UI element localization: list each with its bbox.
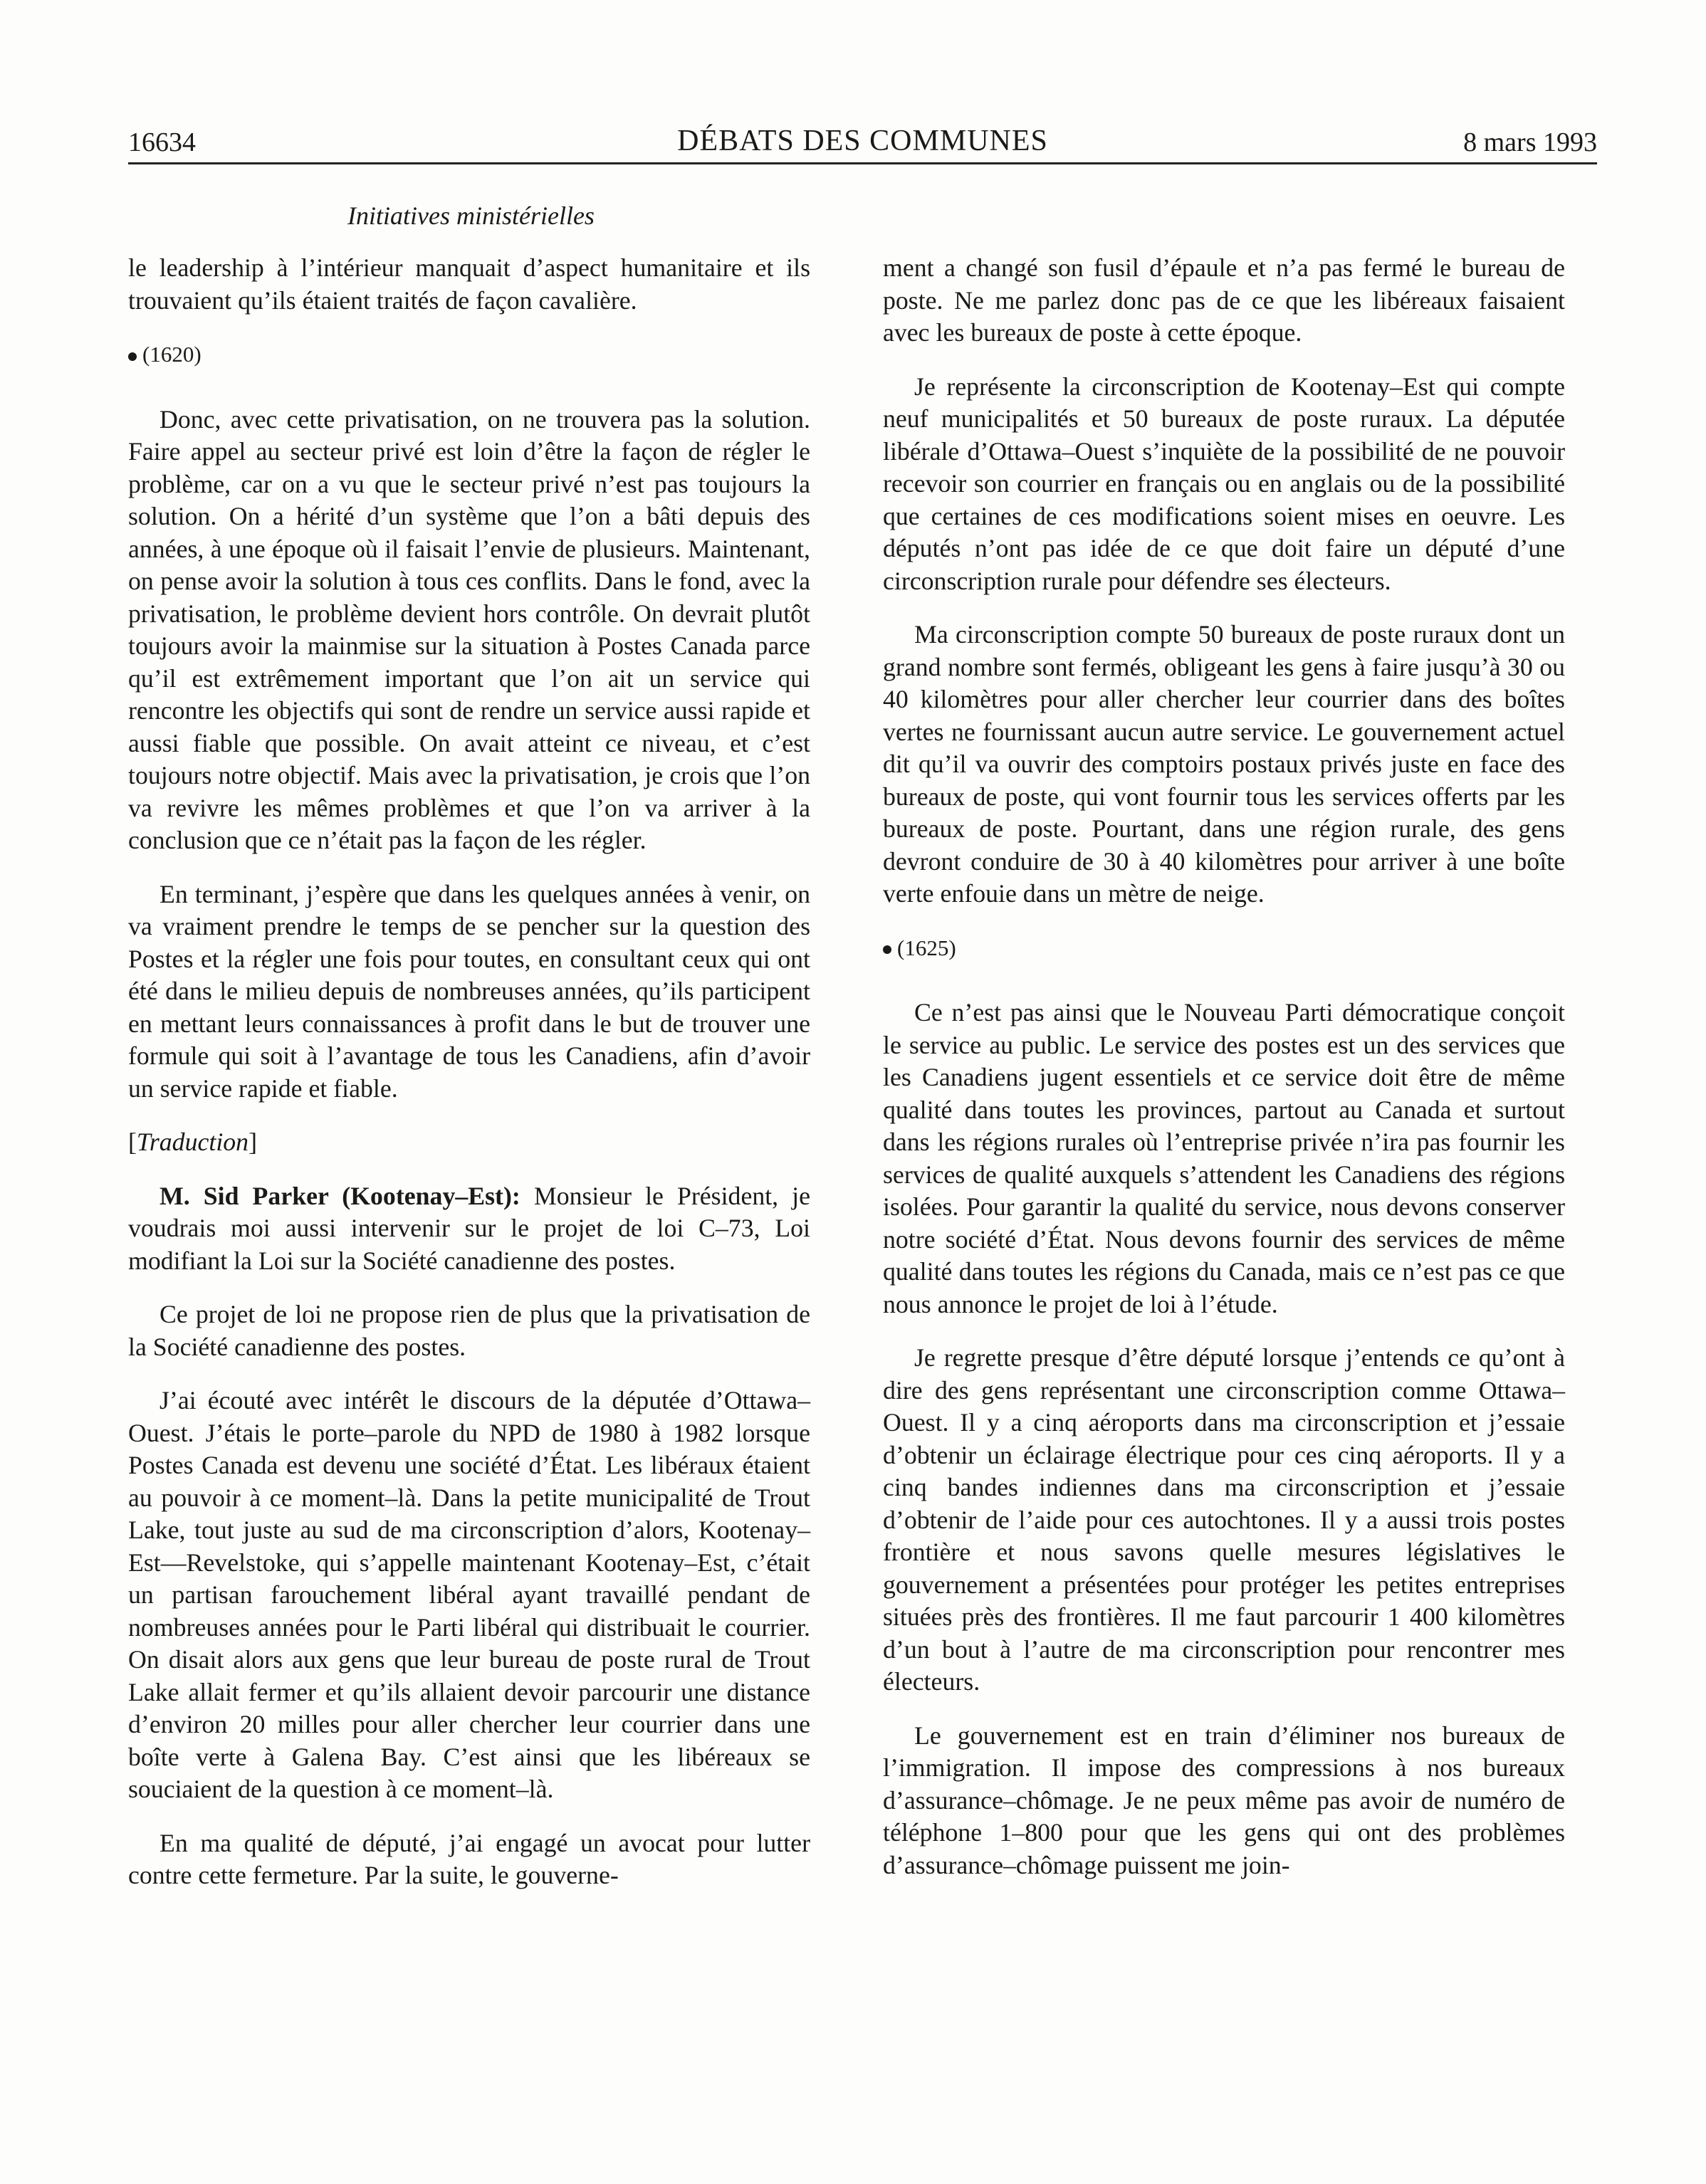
speaker-name: M. Sid Parker (Kootenay–Est): — [159, 1181, 520, 1210]
bullet-icon — [883, 945, 891, 954]
speaker-paragraph — [128, 1180, 810, 1278]
paragraph: En ma qualité de député, j’ai engagé un avocat pour lutter contre cette fermeture. Par la suite, le gouverne- — [128, 1828, 810, 1889]
time-stamp: (1625) — [897, 935, 956, 960]
right-column — [883, 252, 1565, 1903]
paragraph: Ce n’est pas ainsi que le Nouveau Parti démocratique conçoit le service au public. Le service des postes est un des services que les Canadiens jugent essentiels et ce service doit être de même qualité dans toutes les provinces, partout au Canada et surtout dans les régions rurales où l’entreprise privée n’ira pas fournir les services de qualité auxquels s’attendent les Canadiens des régions isolées. Pour garantir la qualité du service, nous devons conserver notre société d’État. Nous devons fournir des services de même qualité dans toutes les régions du Canada, mais ce n’est pas ce que nous annonce le projet de loi à l’étude. — [883, 998, 1565, 1318]
translation-label: Traduction — [136, 1128, 249, 1156]
header-date: 8 mars 1993 — [1463, 127, 1597, 157]
paragraph: Donc, avec cette privatisation, on ne trouvera pas la solution. Faire appel au secteur privé est loin d’être la façon de régler le problème, car on a vu que le secteur privé n’est pas toujours la solution. On a hérité d’un système que l’on a bâti depuis des années, à une époque où il faisait l’envie de plusieurs. Maintenant, on pense avoir la solution à tous ces conflits. Dans le fond, avec la privatisation, le problème devient hors contrôle. On devrait plutôt toujours avoir la mainmise sur la situation à Postes Canada parce qu’il est extrêmement important que l’on ait un service qui rencontre les objectifs qui sont de rendre un service aussi rapide et aussi fiable que possible. On avait atteint ce niveau, et c’est toujours notre objectif. Mais avec la privatisation, je crois que l’on va revivre les mêmes problèmes et que l’on va arriver à la conclusion que ce n’était pas la façon de les régler. — [128, 404, 810, 854]
journal-title: DÉBATS DES COMMUNES — [677, 125, 1048, 157]
paragraph: Ce projet de loi ne propose rien de plus que la privatisation de la Société canadienne des postes. — [128, 1300, 810, 1361]
speech-text: Monsieur le Président, je voudrais moi aussi intervenir sur le projet de loi C–73, Loi modifiant la Loi sur la Société canadienne des postes. — [128, 1181, 810, 1275]
section-label: Initiatives ministérielles — [347, 201, 595, 230]
paragraph: Je regrette presque d’être député lorsque j’entends ce qu’ont à dire des gens représentant une circonscription comme Ottawa–Ouest. Il y a cinq aéroports dans ma circonscription et j’essaie d’obtenir un éclairage électrique pour ces cinq aéroports. Il y a cinq bandes indiennes dans ma circonscription et j’essaie d’obtenir de l’aide pour ces autochtones. Il y a aussi trois postes frontière et nous savons quelle mesures législatives le gouvernement a présentées pour protéger les petites entreprises situées près des frontières. Il me faut parcourir 1 400 kilomètres d’un bout à l’autre de ma circonscription pour rencontrer mes électeurs. — [883, 1343, 1565, 1696]
translation-marker: [Traduction] — [128, 1128, 257, 1156]
time-marker — [883, 932, 1565, 965]
paragraph: le leadership à l’intérieur manquait d’aspect humanitaire et ils trouvaient qu’ils étaient traités de façon cavalière. — [128, 253, 810, 315]
paragraph: Ma circonscription compte 50 bureaux de poste ruraux dont un grand nombre sont fermés, obligeant les gens à faire jusqu’à 30 ou 40 kilomètres pour aller chercher leur courrier dans des boîtes vertes ne fournissant aucun autre service. Le gouvernement actuel dit qu’il va ouvrir des comptoirs postaux privés juste en face des bureaux de poste, qui vont fournir tous les services offerts par les bureaux de poste. Pourtant, dans une région rurale, des gens devront conduire de 30 à 40 kilomètres pour arriver à une boîte verte enfouie dans un mètre de neige. — [883, 620, 1565, 908]
paragraph: Je représente la circonscription de Kootenay–Est qui compte neuf municipalités et 50 bureaux de poste ruraux. La députée libérale d’Ottawa–Ouest s’inquiète de la possibilité de ne pouvoir recevoir son courrier en français ou en anglais ou de la possibilité que certaines de ces modifications soient mises en oeuvre. Les députés n’ont pas idée de ce que doit faire un député d’une circonscription rurale pour défendre ses électeurs. — [883, 372, 1565, 595]
paragraph: ment a changé son fusil d’épaule et n’a pas fermé le bureau de poste. Ne me parlez donc pas de ce que les libéreaux faisaient avec les bureaux de poste à cette époque. — [883, 253, 1565, 347]
page-header — [128, 120, 1597, 164]
time-stamp: (1620) — [142, 342, 202, 367]
page-number: 16634 — [128, 127, 196, 157]
time-marker — [128, 338, 810, 371]
paragraph: J’ai écouté avec intérêt le discours de la députée d’Ottawa–Ouest. J’étais le porte–parole du NPD de 1980 à 1982 lorsque Postes Canada est devenu une société d’État. Les libéraux étaient au pouvoir à ce moment–là. Dans la petite municipalité de Trout Lake, tout juste au sud de ma circonscription d’alors, Kootenay–Est—Revelstoke, qui s’appelle maintenant Kootenay–Est, c’était un partisan farouchement libéral ayant travaillé pendant de nombreuses années pour le Parti libéral qui distribuait le courrier. On disait alors aux gens que leur bureau de poste rural de Trout Lake allait fermer et qu’ils allaient devoir parcourir une distance d’environ 20 milles pour aller chercher leur courrier dans une boîte verte à Galena Bay. C’est ainsi que les libéreaux se souciaient de la question à ce moment–là. — [128, 1386, 810, 1803]
paragraph: Le gouvernement est en train d’éliminer nos bureaux de l’immigration. Il impose des compressions à nos bureaux d’assurance–chômage. Je ne peux même pas avoir de numéro de téléphone 1–800 pour que les gens qui ont des problèmes d’assurance–chômage puissent me join- — [883, 1721, 1565, 1879]
paragraph: En terminant, j’espère que dans les quelques années à venir, on va vraiment prendre le temps de se pencher sur la question des Postes et la régler une fois pour toutes, en consultant ceux qui ont été dans le milieu depuis de nombreuses années, qu’ils participent en mettant leurs connaissances à profit dans le but de trouver une formule qui soit à l’avantage de tous les Canadiens, afin d’avoir un service rapide et fiable. — [128, 879, 810, 1103]
left-column — [128, 252, 810, 1913]
bullet-icon — [128, 352, 137, 361]
